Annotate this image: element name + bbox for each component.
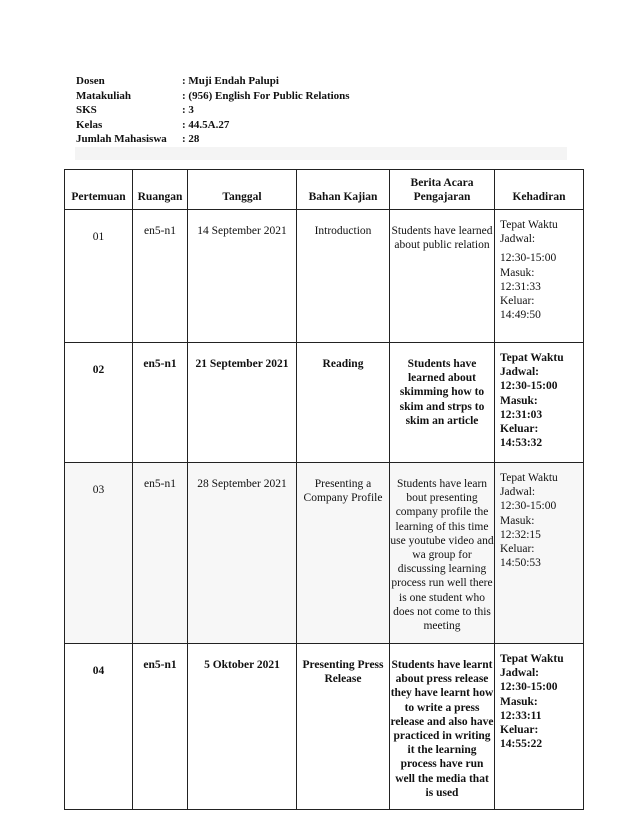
col-header-berita-acara: Berita Acara Pengajaran [390, 170, 495, 210]
jumlah-row [76, 132, 350, 147]
jumlah-value: : 28 [182, 133, 200, 145]
hadir-keluar-label: Keluar: [500, 724, 539, 737]
kelas-label: Kelas [76, 118, 103, 131]
hadir-keluar: 14:55:22 [500, 738, 543, 751]
dosen-label: Dosen [76, 75, 105, 87]
col-header-tanggal: Tanggal [188, 170, 297, 210]
hadir-status: Tepat Waktu [500, 219, 558, 231]
hadir-jadwal: 12:30-15:00 [500, 252, 557, 265]
hadir-keluar-label: Keluar: [500, 295, 535, 308]
hadir-keluar-label: Keluar: [500, 423, 539, 436]
col-header-bahan-kajian: Bahan Kajian [297, 170, 390, 210]
matakuliah-row [76, 89, 350, 104]
sks-row [76, 103, 350, 118]
cell-pertemuan: 01 [65, 210, 133, 343]
table-row [65, 644, 584, 810]
sks-value: : 3 [182, 104, 194, 116]
cell-bahan-kajian: Presenting a Company Profile [297, 463, 390, 644]
cell-pertemuan: 03 [65, 463, 133, 644]
table-row [65, 463, 584, 644]
cell-pertemuan: 02 [65, 343, 133, 463]
hadir-jadwal-label: Jadwal: [500, 667, 539, 680]
table-row [65, 210, 584, 343]
hadir-keluar: 14:50:53 [500, 557, 541, 570]
hadir-jadwal: 12:30-15:00 [500, 380, 558, 393]
cell-kehadiran [495, 210, 584, 343]
cell-bahan-kajian: Introduction [297, 210, 390, 343]
cell-berita-acara: Students have learnt about press release they have learnt how to write a press release and also have practiced in writing it the learning process have run well the media that is used [390, 644, 495, 810]
hadir-masuk: 12:33:11 [500, 709, 542, 722]
hadir-status: Tepat Waktu [500, 653, 564, 665]
cell-bahan-kajian: Reading [297, 343, 390, 463]
hadir-jadwal: 12:30-15:00 [500, 500, 557, 513]
course-info-header [76, 74, 350, 147]
attendance-table [64, 169, 584, 810]
hadir-keluar: 14:53:32 [500, 437, 543, 450]
cell-ruangan: en5-n1 [133, 463, 188, 644]
col-header-kehadiran: Kehadiran [495, 170, 584, 210]
col-header-ruangan: Ruangan [133, 170, 188, 210]
cell-bahan-kajian: Presenting Press Release [297, 644, 390, 810]
hadir-status: Tepat Waktu [500, 472, 558, 484]
cell-ruangan: en5-n1 [133, 210, 188, 343]
hadir-masuk-label: Masuk: [500, 514, 535, 527]
cell-ruangan: en5-n1 [133, 343, 188, 463]
sks-label: SKS [76, 104, 97, 116]
cell-kehadiran [495, 463, 584, 644]
hadir-keluar-label: Keluar: [500, 543, 535, 556]
dosen-row [76, 74, 350, 89]
kelas-value: : 44.5A.27 [182, 118, 230, 131]
header-divider-band [75, 147, 567, 160]
cell-tanggal: 14 September 2021 [188, 210, 297, 343]
hadir-jadwal-label: Jadwal: [500, 233, 536, 246]
hadir-jadwal: 12:30-15:00 [500, 681, 558, 694]
hadir-status: Tepat Waktu [500, 352, 564, 364]
table-header-row [65, 170, 584, 210]
hadir-masuk: 12:31:33 [500, 280, 541, 293]
hadir-masuk-label: Masuk: [500, 394, 538, 407]
cell-kehadiran [495, 644, 584, 810]
table-row [65, 343, 584, 463]
matakuliah-value: : (956) English For Public Relations [182, 89, 350, 102]
hadir-masuk-label: Masuk: [500, 266, 535, 279]
col-header-pertemuan: Pertemuan [65, 170, 133, 210]
cell-kehadiran [495, 343, 584, 463]
cell-berita-acara: Students have learned about skimming how to skim and strps to skim an article [390, 343, 495, 463]
cell-tanggal: 28 September 2021 [188, 463, 297, 644]
kelas-row [76, 118, 350, 133]
cell-berita-acara: Students have learned about public relation [390, 210, 495, 343]
dosen-value: : Muji Endah Palupi [182, 75, 279, 87]
jumlah-label: Jumlah Mahasiswa [76, 133, 167, 145]
hadir-masuk: 12:32:15 [500, 528, 541, 541]
hadir-keluar: 14:49:50 [500, 309, 541, 322]
cell-ruangan: en5-n1 [133, 644, 188, 810]
cell-tanggal: 5 Oktober 2021 [188, 644, 297, 810]
cell-tanggal: 21 September 2021 [188, 343, 297, 463]
matakuliah-label: Matakuliah [76, 89, 132, 102]
hadir-jadwal-label: Jadwal: [500, 486, 536, 499]
cell-berita-acara: Students have learn bout presenting company profile the learning of this time use youtube video and wa group for discussing learning process run well there is one student who does not come to this meeting [390, 463, 495, 644]
hadir-jadwal-label: Jadwal: [500, 366, 539, 379]
hadir-masuk-label: Masuk: [500, 695, 538, 708]
hadir-masuk: 12:31:03 [500, 408, 543, 421]
cell-pertemuan: 04 [65, 644, 133, 810]
